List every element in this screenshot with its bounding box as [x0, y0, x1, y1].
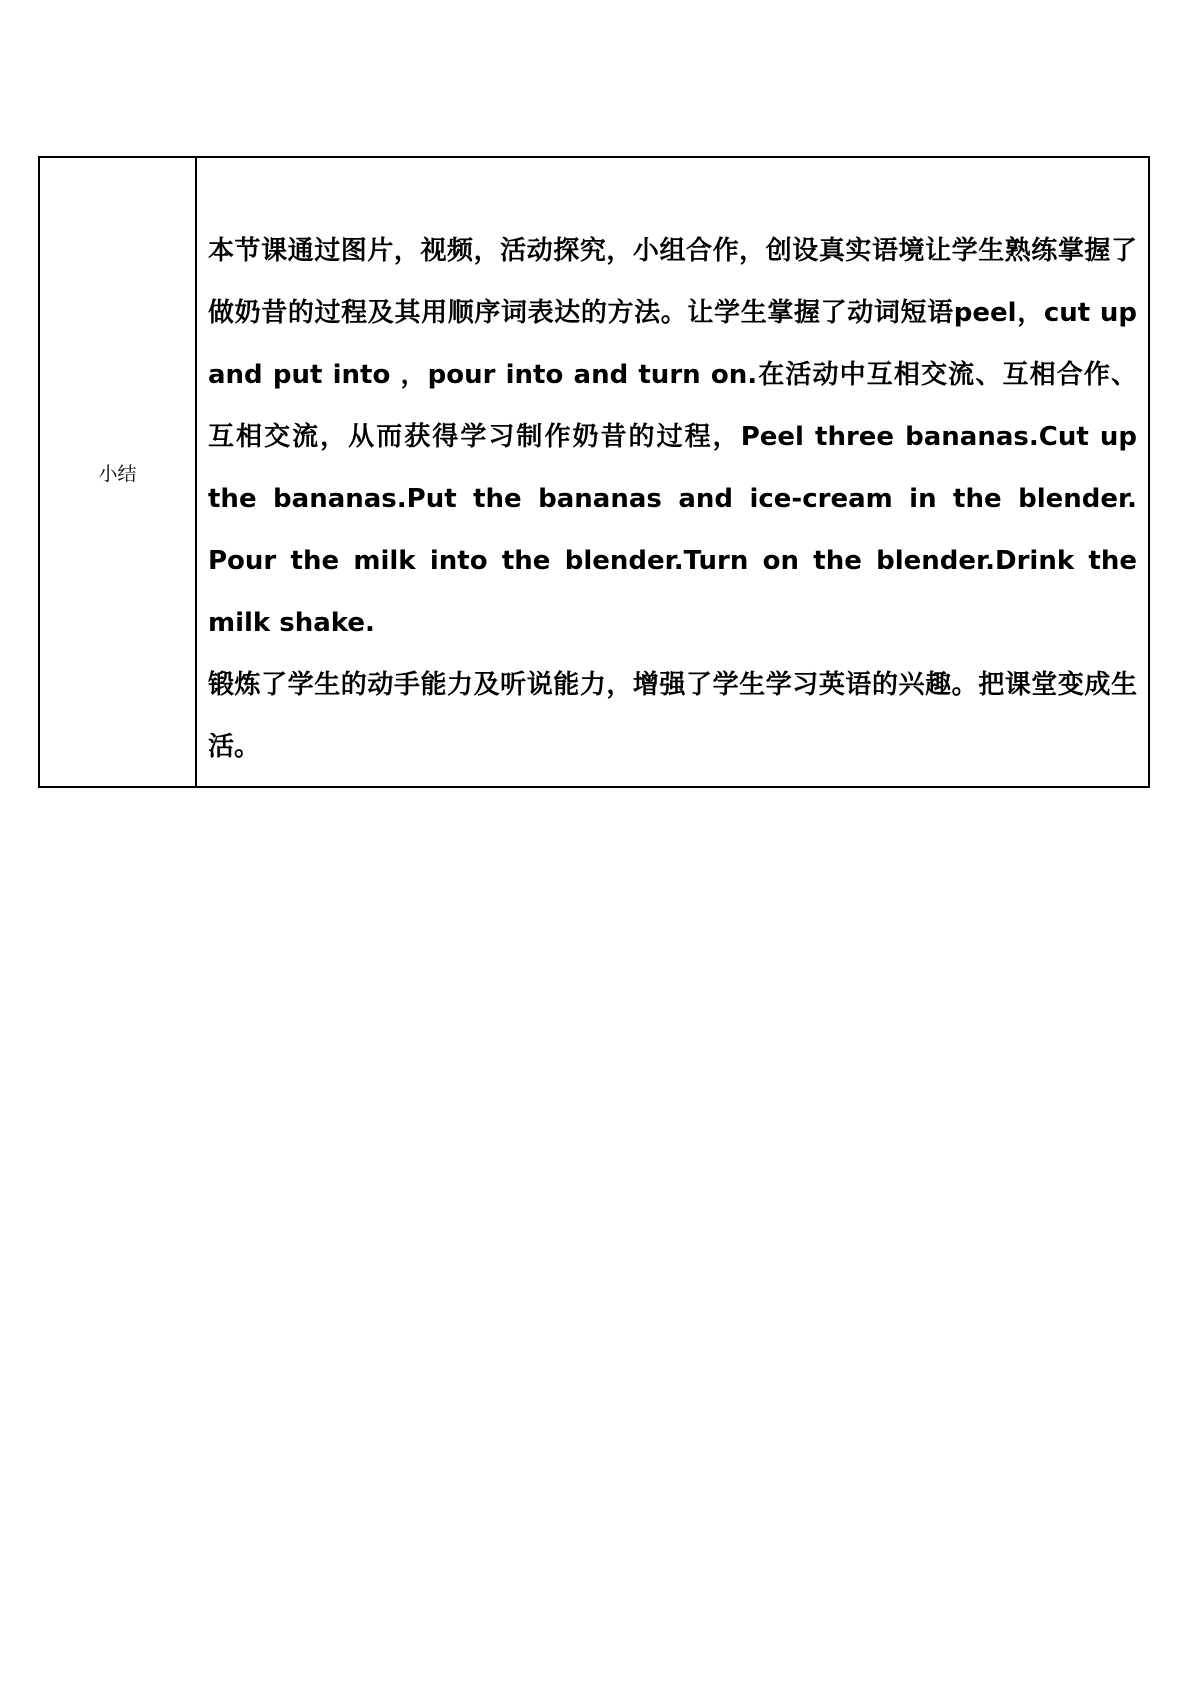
- summary-table: [38, 156, 1150, 788]
- table-row: [39, 157, 1149, 787]
- summary-paragraph-1: 本节课通过图片，视频，活动探究，小组合作，创设真实语境让学生熟练掌握了做奶昔的过程及其用顺序词表达的方法。让学生掌握了动词短语peel，cut up and put into ，pour into and turn on.在活动中互相交流、互相合作、互相交流，从而获得学习制作奶昔的过程，Peel three bananas.Cut up the bananas.Put the bananas and ice-cream in the blender. Pour the milk into the blender.Turn on the blender.Drink the milk shake.: [208, 236, 1137, 638]
- row-label: 小结: [98, 462, 137, 485]
- row-label-cell: [39, 157, 196, 787]
- summary-paragraph-2: 锻炼了学生的动手能力及听说能力，增强了学生学习英语的兴趣。把课堂变成生活。: [208, 670, 1137, 762]
- summary-content-cell: [196, 157, 1149, 787]
